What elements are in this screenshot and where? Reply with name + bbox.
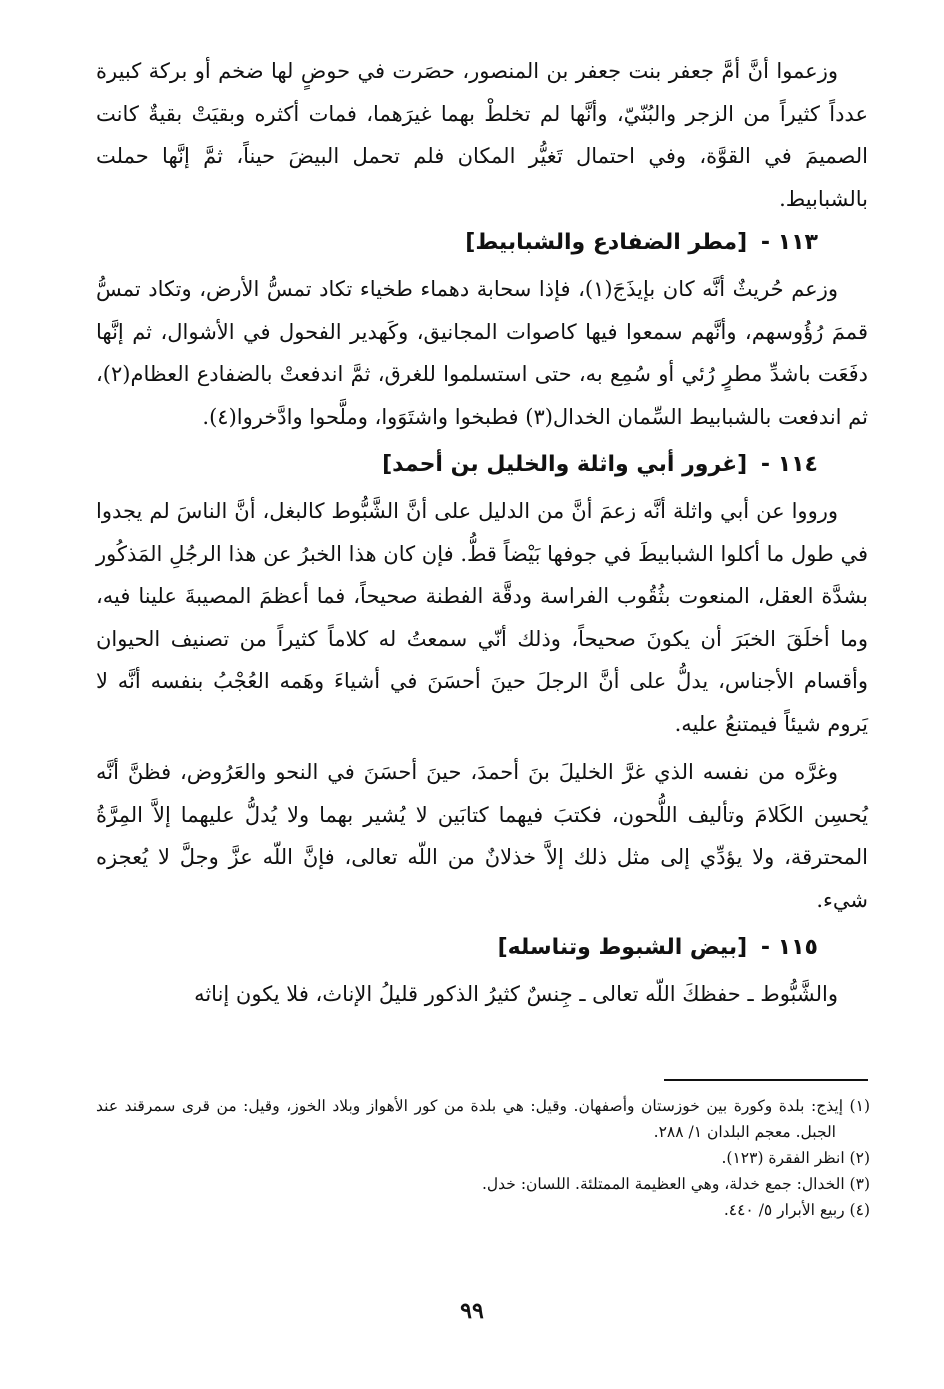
footnote-divider: [664, 1079, 868, 1081]
section-heading-113: [96, 222, 868, 264]
footnote-1: (١) إيذج: بلدة وكورة بين خوزستان وأصفهان. وقيل: هي بلدة من كور الأهواز وبلاد الخوز، وقيل: من قرى سمرقند عند الجبل. معجم البلدان ١/ ٢٨٨.: [96, 1097, 870, 1141]
section-number: ١١٣ -: [760, 230, 818, 255]
paragraph-3: ورووا عن أبي واثلة أنَّه زعمَ أنَّ من الدليل على أنَّ الشَّبُّوط كالبغل، أنَّ الناسَ لم يجدوا في طول ما أكلوا الشبابيطَ في جوفها بَيْضاً قطُّ. فإن كان هذا الخبرُ عن هذا الرجُلِ المَذكُور بشدَّة العقل، المنعوت بثُقُوب الفراسة ودقَّة الفطنة صحيحاً، فما أعظمَ المصيبةَ علينا فيه، وما أخلَقَ الخبَرَ أن يكونَ صحيحاً، وذلك أنّي سمعتُ له كلاماً كثيراً من تصنيف الحيوان وأقسام الأجناس، يدلُّ على أنَّ الرجلَ حينَ أحسَنَ في أشياءَ وهَمه العُجْبُ بنفسه أنَّه لا يَروم شيئاً فيمتنعُ عليه.: [96, 499, 868, 736]
paragraph-5: والشَّبُّوط ـ حفظكَ اللّه تعالى ـ جِنسٌ كثيرُ الذكور قليلُ الإناث، فلا يكون إناثه: [194, 982, 838, 1006]
section-heading-115: [96, 927, 868, 969]
section-title: [بيض الشبوط وتناسله]: [497, 935, 748, 960]
paragraph-2: وزعم حُريثٌ أنَّه كان بإيذَجَ(١)، فإذا سحابة دهماء طخياء تكاد تمسُّ الأرض، وتكاد تمسُّ قممَ رُؤُوسهم، وأنَّهم سمعوا فيها كاصوات المجانيق، وكَهدير الفحول في الأشوال، ثم إنَّها دفَعَت باشدِّ مطرٍ رُئي أو سُمِع به، حتى استسلموا للغرق، ثمَّ اندفعتْ بالضفادع العظام(٢)، ثم اندفعت بالشبابيط السِّمان الخدال(٣) فطبخوا واشتَوَوا، وملَّحوا وادَّخروا(٤).: [96, 277, 868, 429]
footnote-4: (٤) ربيع الأبرار ٥/ ٤٤٠.: [723, 1201, 870, 1219]
footnotes: [96, 1093, 870, 1223]
section-title: [غرور أبي واثلة والخليل بن أحمد]: [382, 452, 748, 477]
page-number: ٩٩: [460, 1298, 484, 1324]
footnote-2: (٢) انظر الفقرة (١٢٣).: [721, 1149, 870, 1167]
page-body: [96, 50, 868, 1016]
section-number: ١١٤ -: [760, 452, 818, 477]
paragraph-4: وغرَّه من نفسه الذي غرَّ الخليلَ بنَ أحمدَ، حينَ أحسَنَ في النحو والعَرُوض، فظنَّ أنَّه يُحسِن الكَلامَ وتأليف اللُّحون، فكتبَ فيهما كتابَين لا يُشير بهما ولا يُدلُّ عليهما إلاَّ المِرَّةُ المحترقة، ولا يؤدِّي إلى مثل ذلك إلاَّ خذلانٌ من اللّه تعالى، فإنَّ اللّه عزَّ وجلَّ لا يُعجزه شيء.: [96, 760, 868, 912]
section-heading-114: [96, 444, 868, 486]
section-title: [مطر الضفادع والشبابيط]: [465, 230, 748, 255]
section-number: ١١٥ -: [760, 935, 818, 960]
paragraph-1: وزعموا أنَّ أمَّ جعفر بنت جعفر بن المنصور، حصَرت في حوضٍ لها ضخم أو بركة كبيرة عدداً كثيراً من الزجر والبُنّيّ، وأنَّها لم تخلطْ بهما غيرَهما، فمات أكثره وبقيَتْ بقيةٌ كانت الصميمَ في القوَّة، وفي احتمال تَغيُّر المكان فلم تحمل البيضَ حيناً، ثمَّ إنَّها حملت بالشبابيط.: [96, 59, 868, 211]
footnote-3: (٣) الخدال: جمع خدلة، وهي العظيمة الممتلئة. اللسان: خدل.: [481, 1175, 870, 1193]
